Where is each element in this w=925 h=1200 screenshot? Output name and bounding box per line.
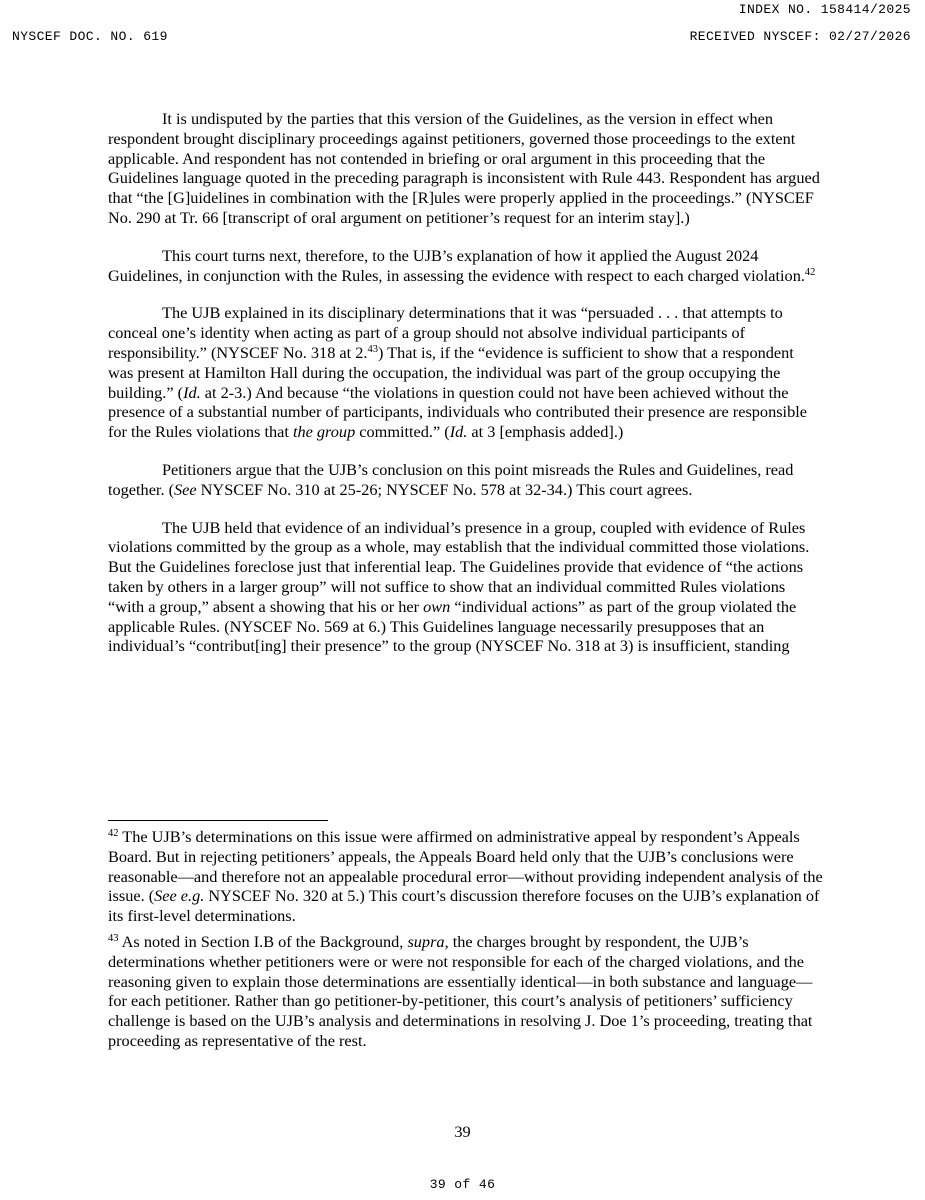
body-text	[108, 109, 823, 656]
page-number: 39	[454, 1122, 471, 1141]
paragraph-1: It is undisputed by the parties that this version of the Guidelines, as the version in effect when respondent brought disciplinary proceedings against petitioners, governed those proceedings to the extent applicable. And respondent has not contended in briefing or oral argument in this proceeding that the Guidelines language quoted in the preceding paragraph is inconsistent with Rule 443. Respondent has argued that “the [G]uidelines in combination with the [R]ules were properly applied in the proceedings.” (NYSCEF No. 290 at Tr. 66 [transcript of oral argument on petitioner’s request for an interim stay].)	[108, 109, 820, 227]
footnote-42: $^{42}$ The UJB’s determinations on this issue were affirmed on administrative appeal by respondent’s Appeals Board. But in rejecting petitioners’ appeals, the Appeals Board held only that the UJB’s conclusions were reasonable—and therefore not an appealable procedural error—without providing independent analysis of the issue. (See e.g. NYSCEF No. 320 at 5.) This court’s discussion therefore focuses on the UJB’s explanation of its first-level determinations.	[108, 827, 823, 926]
footnote-ref-42: 42	[804, 266, 816, 278]
paragraph-2: This court turns next, therefore, to the UJB’s explanation of how it applied the August 2024 Guidelines, in conjunction with the Rules, in assessing the evidence with respect to each charged violation.$^{42}$	[108, 245, 816, 285]
footnote-ref-43: 43	[367, 343, 378, 355]
page-counter: 39 of 46	[429, 1177, 496, 1192]
footnote-separator	[108, 820, 328, 821]
paragraph-5: The UJB held that evidence of an individual’s presence in a group, coupled with evidence of Rules violations committed by the group as a whole, may establish that the individual committed those violations. But the Guidelines foreclose just that inferential leap. The Guidelines provide that evidence of “the actions taken by others in a larger group” will not suffice to show that an individual committed Rules violations “with a group,” absent a showing that his or her own “individual actions” as part of the group violated the applicable Rules. (NYSCEF No. 569 at 6.) This Guidelines language necessarily presupposes that an individual’s “contribut[ing] their presence” to the group (NYSCEF No. 318 at 3) is insufficient, standing	[108, 517, 810, 656]
paragraph-3: The UJB explained in its disciplinary determinations that it was “persuaded . . . that attempts to conceal one’s identity when acting as part of a group should not absolve individual participants of responsibility.” (NYSCEF No. 318 at 2.43) That is, if the “evidence is sufficient to show that a respondent was present at Hamilton Hall during the occupation, the individual was part of the group occupying the building.” (Id. at 2-3.) And because “the violations in question could not have been achieved without the presence of a substantial number of participants, individuals who contributed their presence are responsible for the Rules violations that the group committed.” (Id. at 3 [emphasis added].)	[108, 303, 807, 442]
received-date: RECEIVED NYSCEF: 02/27/2026	[689, 29, 911, 44]
paragraph-4: Petitioners argue that the UJB’s conclusion on this point misreads the Rules and Guidelines, read together. (See NYSCEF No. 310 at 25-26; NYSCEF No. 578 at 32-34.) This court agrees.	[108, 459, 794, 499]
nyscef-doc-number: NYSCEF DOC. NO. 619	[12, 29, 168, 44]
index-number: INDEX NO. 158414/2025	[738, 2, 911, 17]
footnotes	[108, 827, 823, 1057]
footnote-43: $^{43}$ As noted in Section I.B of the Background, supra, the charges brought by respondent, the UJB’s determinations whether petitioners were or were not responsible for each of the charged violations, and the reasoning given to explain those determinations are essentially identical—in both substance and language—for each petitioner. Rather than go petitioner-by-petitioner, this court’s analysis of petitioners’ sufficiency challenge is based on the UJB’s analysis and determinations in resolving J. Doe 1’s proceeding, treating that proceeding as representative of the rest.	[108, 931, 813, 1050]
